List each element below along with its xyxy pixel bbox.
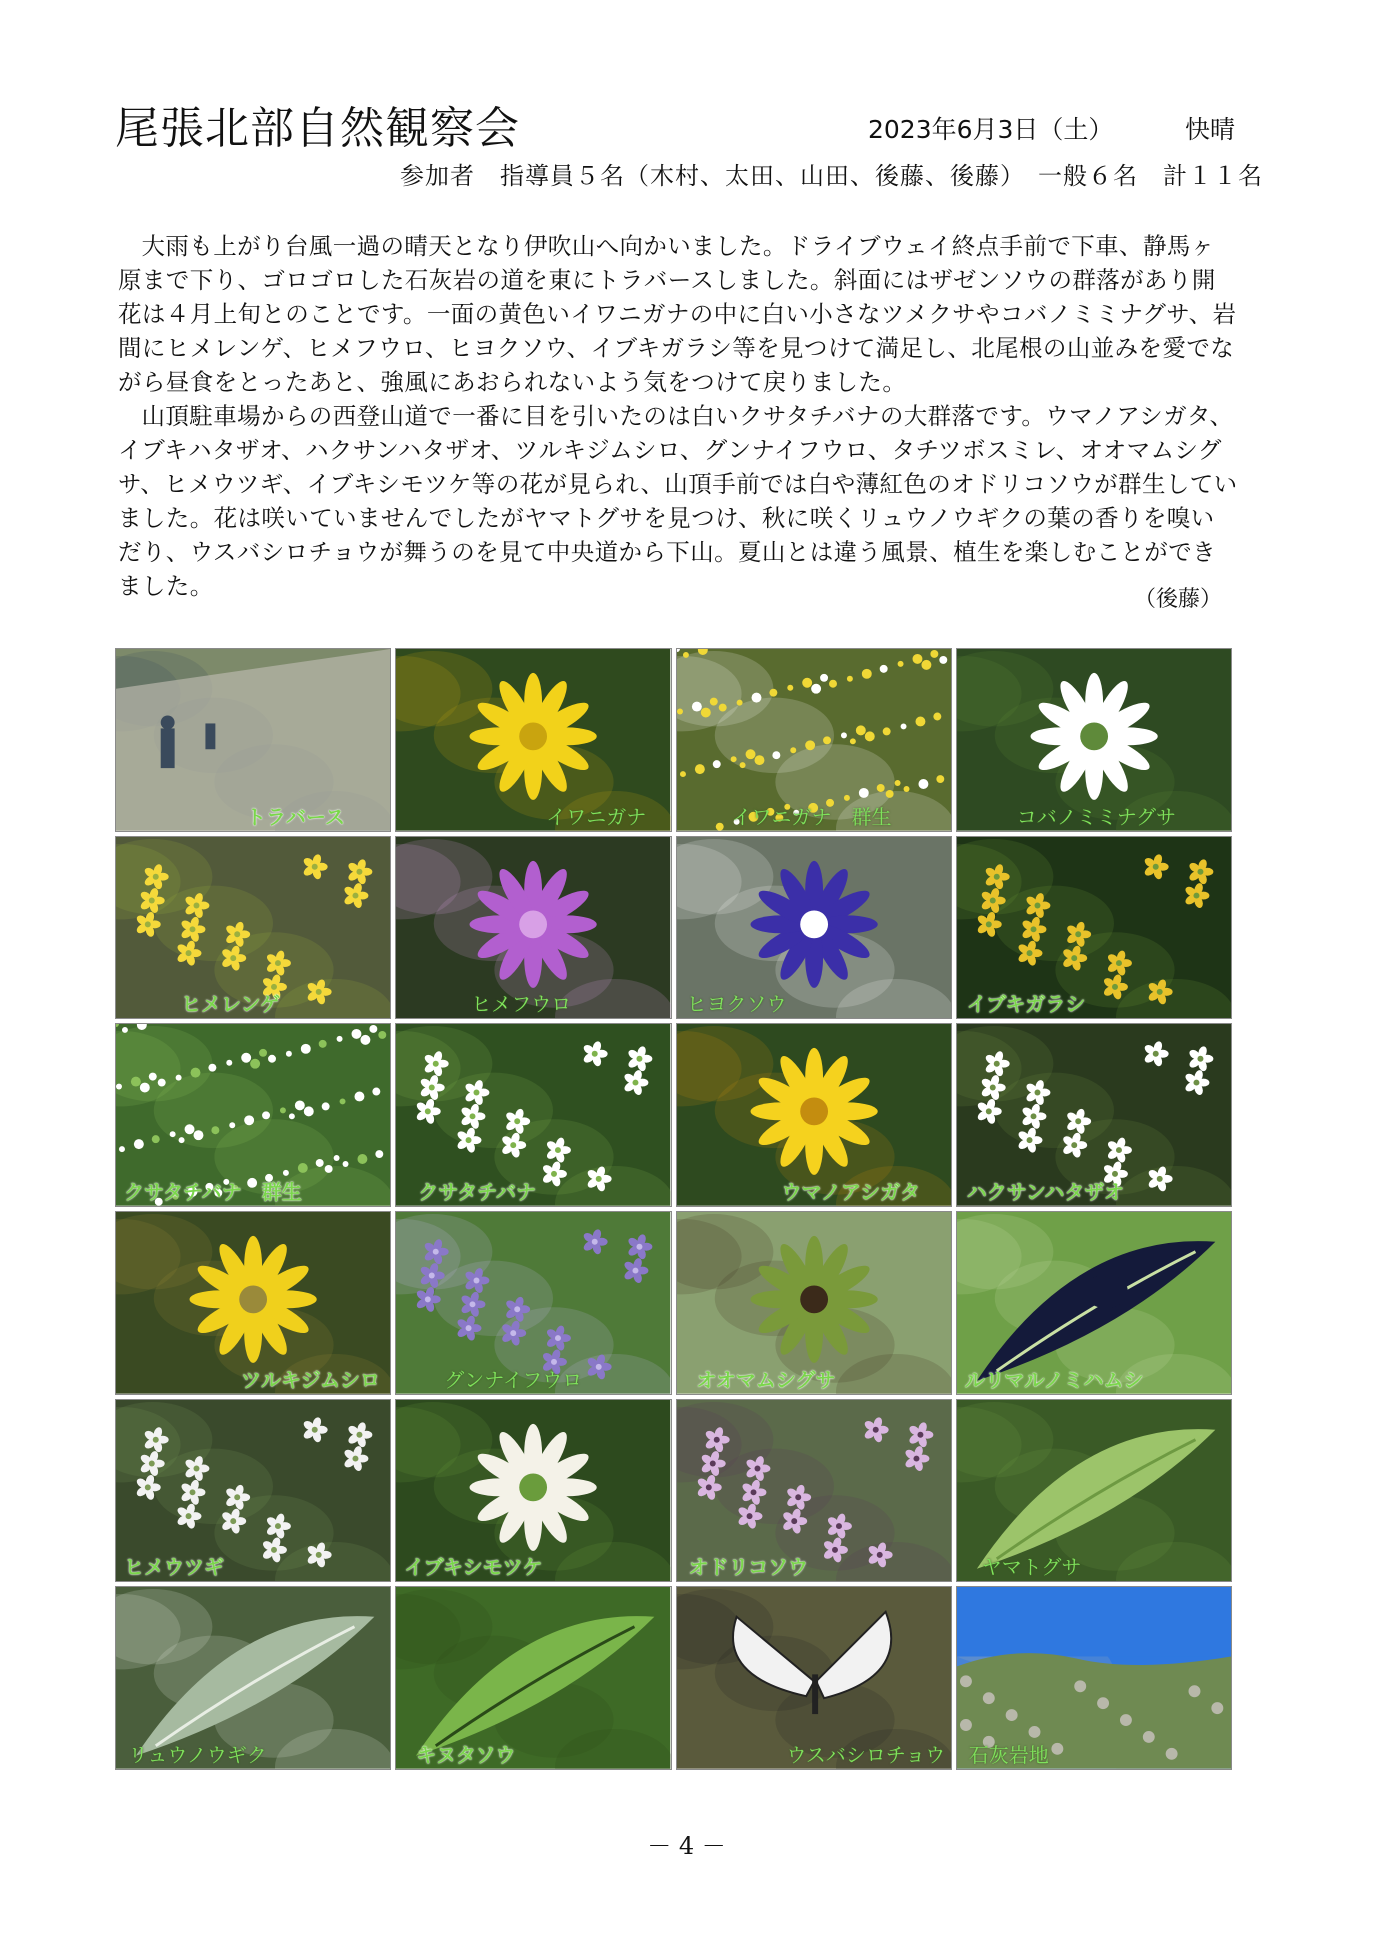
photo-caption: ヒメレンゲ bbox=[181, 992, 281, 1017]
photo-tile bbox=[115, 1586, 391, 1770]
photo-caption: ヤマトグサ bbox=[981, 1555, 1082, 1580]
photo-caption: オドリコソウ bbox=[688, 1555, 809, 1580]
photo-caption: イワニガナ bbox=[546, 804, 647, 829]
photo-caption: ウスバシロチョウ bbox=[786, 1743, 946, 1767]
photo-tile bbox=[956, 1211, 1232, 1395]
photo-grid bbox=[115, 648, 1232, 1770]
photo-tile bbox=[956, 1023, 1232, 1207]
weather: 快晴 bbox=[1185, 115, 1236, 144]
page-number: － 4 － bbox=[647, 1832, 726, 1860]
photo-tile bbox=[395, 1399, 671, 1583]
report-body bbox=[118, 229, 1238, 603]
photo-caption: イブキガラシ bbox=[966, 992, 1086, 1017]
photo-caption: キヌタソウ bbox=[416, 1743, 516, 1767]
report-paragraph: 大雨も上がり台風一過の晴天となり伊吹山へ向かいました。ドライブウェイ終点手前で下車、静馬ヶ原まで下り、ゴロゴロした石灰岩の道を東にトラバースしました。斜面にはザゼンソウの群落があり開花は４月上旬とのことです。一面の黄色いイワニガナの中に白い小さなツメクサやコバノミミナグサ、岩間にヒメレンゲ、ヒメフウロ、ヒヨクソウ、イブキガラシ等を見つけて満足し、北尾根の山並みを愛でながら昼食をとったあと、強風にあおられないよう気をつけて戻りました。 bbox=[118, 232, 1237, 396]
photo-tile bbox=[676, 1399, 952, 1583]
photo-caption: 石灰岩地 bbox=[968, 1743, 1049, 1767]
photo-tile bbox=[395, 648, 671, 832]
photo-caption: クサタチバナ 群生 bbox=[124, 1180, 302, 1204]
page-title: 尾張北部自然観察会 bbox=[115, 103, 520, 154]
photo-tile bbox=[956, 648, 1232, 832]
photo-tile bbox=[115, 648, 391, 832]
photo-tile bbox=[115, 1023, 391, 1207]
photo-tile bbox=[676, 1211, 952, 1395]
participants: 参加者 指導員５名（木村、太田、山田、後藤、後藤） 一般６名 計１１名 bbox=[400, 162, 1263, 190]
photo-caption: リュウノウギク bbox=[128, 1743, 267, 1767]
photo-caption: ハクサンハタザオ bbox=[966, 1180, 1124, 1204]
photo-tile bbox=[956, 1399, 1232, 1583]
photo-caption: ツルキジムシロ bbox=[241, 1367, 380, 1392]
photo-caption: グンナイフウロ bbox=[444, 1367, 583, 1392]
photo-tile bbox=[115, 1399, 391, 1583]
photo-caption: コバノミミナグサ bbox=[1016, 804, 1176, 829]
photo-caption: ウマノアシガタ bbox=[781, 1180, 921, 1204]
photo-caption: トラバース bbox=[246, 804, 345, 829]
photo-caption: ヒメフウロ bbox=[471, 992, 572, 1017]
photo-tile bbox=[115, 1211, 391, 1395]
photo-tile bbox=[956, 1586, 1232, 1770]
photo-caption: イワニガナ 群生 bbox=[731, 804, 892, 829]
photo-tile bbox=[395, 1586, 671, 1770]
photo-caption: ヒメウツギ bbox=[124, 1555, 224, 1580]
photo-tile bbox=[676, 1586, 952, 1770]
photo-caption: ルリマルノミハムシ bbox=[964, 1367, 1144, 1392]
photo-tile bbox=[395, 1211, 671, 1395]
photo-caption: ヒヨクソウ bbox=[686, 992, 787, 1017]
report-author: （後藤） bbox=[1134, 587, 1223, 612]
photo-tile bbox=[395, 1023, 671, 1207]
report-paragraph: 山頂駐車場からの西登山道で一番に目を引いたのは白いクサタチバナの大群落です。ウマノアシガタ、イブキハタザオ、ハクサンハタザオ、ツルキジムシロ、グンナイフウロ、タチツボスミレ、オオマムシグサ、ヒメウツギ、イブキシモツケ等の花が見られ、山頂手前では白や薄紅色のオドリコソウが群生していました。花は咲いていませんでしたがヤマトグサを見つけ、秋に咲くリュウノウギクの葉の香りを嗅いだり、ウスバシロチョウが舞うのを見て中央道から下山。夏山とは違う風景、植生を楽しむことができました。 bbox=[118, 402, 1238, 600]
event-date: 2023年6月3日（土） bbox=[868, 115, 1114, 144]
photo-tile bbox=[115, 836, 391, 1020]
photo-tile bbox=[676, 648, 952, 832]
photo-tile bbox=[395, 836, 671, 1020]
photo-caption: オオマムシグサ bbox=[696, 1367, 836, 1392]
photo-tile bbox=[956, 836, 1232, 1020]
photo-tile bbox=[676, 1023, 952, 1207]
photo-caption: イブキシモツケ bbox=[404, 1555, 543, 1580]
photo-caption: クサタチバナ bbox=[418, 1180, 537, 1204]
photo-tile bbox=[676, 836, 952, 1020]
